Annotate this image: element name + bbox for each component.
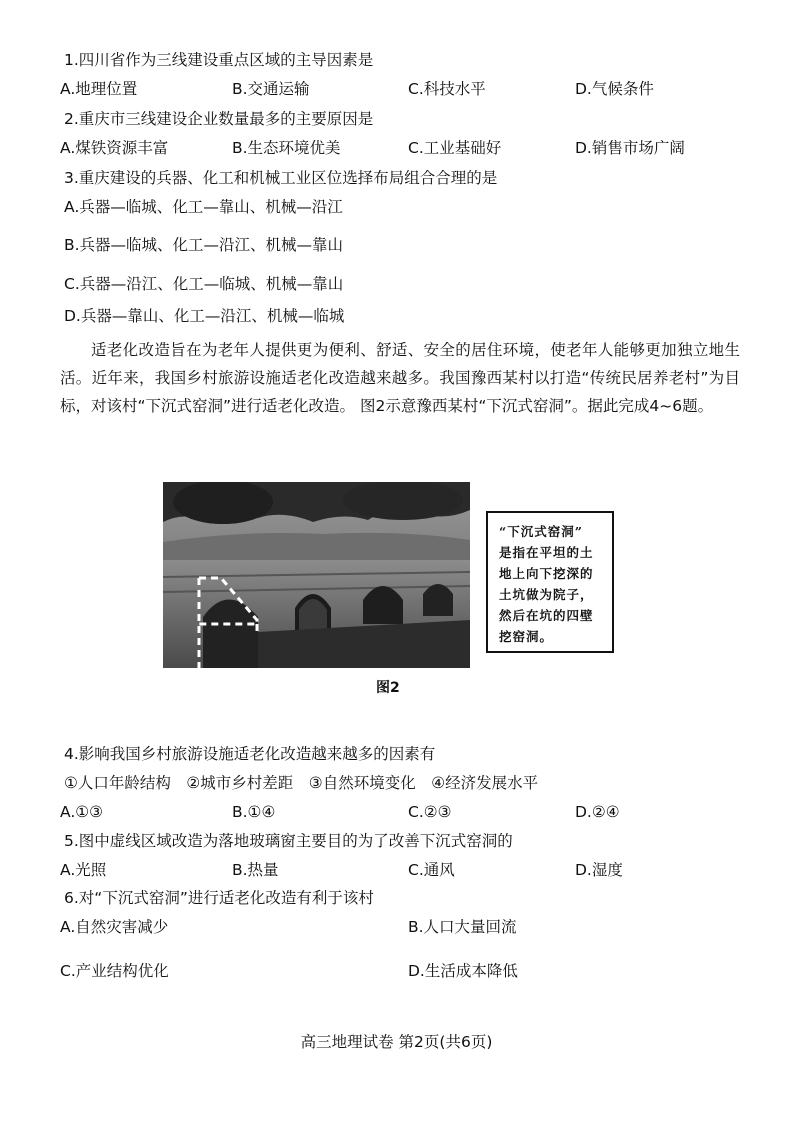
question-4-stem: 4.影响我国乡村旅游设施适老化改造越来越多的因素有 [64, 745, 436, 763]
q4-option-d: D.②④ [575, 803, 620, 821]
q4-option-a: A.①③ [60, 803, 104, 821]
question-6-stem: 6.对“下沉式窑洞”进行适老化改造有利于该村 [64, 889, 374, 907]
figure-callout [486, 511, 614, 653]
q4-option-c: C.②③ [408, 803, 452, 821]
cave-dwelling-photo [163, 482, 470, 668]
q5-option-d: D.湿度 [575, 861, 623, 879]
cave-dwelling-illustration [163, 482, 470, 668]
q4-option-b: B.①④ [232, 803, 276, 821]
q3-option-a: A.兵器—临城、化工—靠山、机械—沿江 [64, 198, 343, 216]
callout-line: 土坑做为院子， [499, 587, 594, 602]
q4-items: ①人口年龄结构 ②城市乡村差距 ③自然环境变化 ④经济发展水平 [64, 774, 539, 792]
q1-option-c: C.科技水平 [408, 80, 486, 98]
q3-option-d: D.兵器—靠山、化工—沿江、机械—临城 [64, 307, 345, 325]
q2-option-b: B.生态环境优美 [232, 139, 341, 157]
question-3-stem: 3.重庆建设的兵器、化工和机械工业区位选择布局组合合理的是 [64, 169, 498, 187]
q2-option-d: D.销售市场广阔 [575, 139, 685, 157]
reading-passage: 适老化改造旨在为老年人提供更为便利、舒适、安全的居住环境，使老年人能够更加独立地生活。近年来，我国乡村旅游设施适老化改造越来越多。我国豫西某村以打造“传统民居养老村”为目标，对该村“下沉式窑洞”进行适老化改造。 图2示意豫西某村“下沉式窑洞”。据此完成4~6题。 [60, 341, 740, 415]
question-5-stem: 5.图中虚线区域改造为落地玻璃窗主要目的为了改善下沉式窑洞的 [64, 832, 513, 850]
q1-option-b: B.交通运输 [232, 80, 310, 98]
q5-option-c: C.通风 [408, 861, 455, 879]
q3-option-b: B.兵器—临城、化工—沿江、机械—靠山 [64, 236, 344, 254]
question-1-stem: 1.四川省作为三线建设重点区域的主导因素是 [64, 51, 374, 69]
callout-line: 地上向下挖深的 [499, 566, 594, 581]
q6-option-a: A.自然灾害减少 [60, 918, 169, 936]
question-2-stem: 2.重庆市三线建设企业数量最多的主要原因是 [64, 110, 374, 128]
q5-option-a: A.光照 [60, 861, 107, 879]
q6-option-b: B.人口大量回流 [408, 918, 517, 936]
page-footer: 高三地理试卷 第2页(共6页) [300, 1033, 493, 1051]
q3-option-c: C.兵器—沿江、化工—临城、机械—靠山 [64, 275, 344, 293]
q2-option-c: C.工业基础好 [408, 139, 502, 157]
callout-line: 然后在坑的四壁 [499, 608, 594, 623]
callout-line: 是指在平坦的土 [499, 545, 594, 560]
figure-caption: 图2 [376, 680, 400, 696]
q5-option-b: B.热量 [232, 861, 279, 879]
q2-option-a: A.煤铁资源丰富 [60, 139, 169, 157]
q1-option-d: D.气候条件 [575, 80, 654, 98]
q1-option-a: A.地理位置 [60, 80, 138, 98]
q6-option-c: C.产业结构优化 [60, 962, 169, 980]
callout-line: “下沉式窑洞” [499, 524, 583, 539]
q6-option-d: D.生活成本降低 [408, 962, 518, 980]
callout-line: 挖窑洞。 [499, 629, 554, 644]
